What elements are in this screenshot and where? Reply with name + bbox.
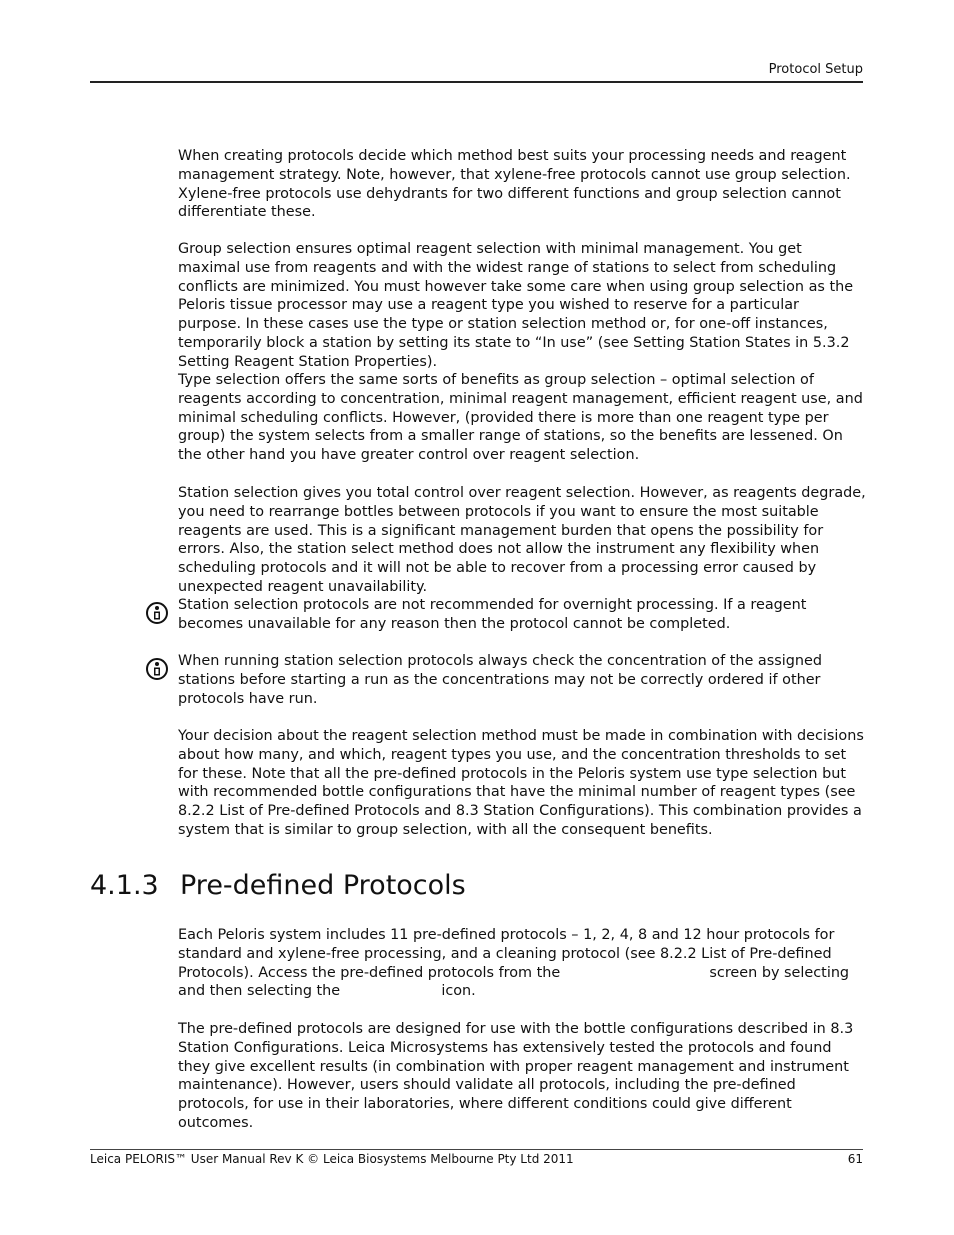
predefined-intro-text: Each Peloris system includes 11 pre-defined protocols – 1, 2, 4, 8 and 12 hour protocols for standard and xylene-free processing, and a cleaning protocol (see 8.2.2 List of Pre-defined Protocols). Access the pre-defined protocols from the (178, 927, 835, 981)
page-number: 61 (847, 1152, 863, 1166)
footer-rule (90, 1149, 863, 1150)
predefined-intro-text-3: and then selecting the (178, 983, 341, 1000)
paragraph-method-choice: When creating protocols decide which method best suits your processing needs and reagent management strategy. Note, however, that xylene-free protocols cannot use group selection. Xylene-free protocols use dehydrants for two different functions and group selection cannot differentiate these. (178, 148, 851, 221)
footer-text: Leica PELORIS™ User Manual Rev K © Leica Biosystems Melbourne Pty Ltd 2011 (90, 1152, 574, 1166)
info-icon (146, 658, 168, 680)
paragraph-predefined-intro (178, 926, 866, 1001)
note-check-concentration: When running station selection protocols always check the concentration of the assigned stations before starting a run as the concentrations may not be correctly ordered if other protocols have run. (178, 653, 822, 707)
paragraph-station-selection: Station selection gives you total control over reagent selection. However, as reagents degrade, you need to rearrange bottles between protocols if you want to ensure the most suitable reagents are used. This is a significant management burden that opens the possibility for errors. Also, the station select method does not allow the instrument any flexibility when scheduling protocols and it will not be able to recover from a processing error caused by unexpected reagent unavailability. (178, 485, 866, 595)
header-section-label: Protocol Setup (768, 62, 863, 77)
info-icon (146, 602, 168, 624)
header-rule (90, 81, 863, 83)
section-number: 4.1.3 (90, 870, 159, 901)
paragraph-type-selection: Type selection offers the same sorts of benefits as group selection – optimal selection of reagents according to concentration, minimal reagent management, efficient reagent use, and minimal scheduling conflicts. However, (provided there is more than one reagent type per group) the system selects from a smaller range of stations, so the benefits are lessened. On the other hand you have greater control over reagent selection. (178, 372, 863, 464)
note-overnight-processing: Station selection protocols are not recommended for overnight processing. If a reagent becomes unavailable for any reason then the protocol cannot be completed. (178, 597, 807, 632)
predefined-intro-text-2: screen by selecting (709, 964, 850, 981)
paragraph-group-selection: Group selection ensures optimal reagent selection with minimal management. You get maximal use from reagents and with the widest range of stations to select from scheduling conflicts are minimized. You must however take some care when using group selection as the Peloris tissue processor may use a reagent type you wished to reserve for a particular purpose. In these cases use the type or station selection method or, for one-off instances, temporarily block a station by setting its state to “In use” (see Setting Station States in 5.3.2 Setting Reagent Station Properties). (178, 241, 854, 370)
predefined-intro-text-4: icon. (441, 983, 476, 1000)
section-title: Pre-defined Protocols (180, 870, 466, 901)
paragraph-predefined-validation: The pre-defined protocols are designed for use with the bottle configurations described in 8.3 Station Configurations. Leica Microsystems has extensively tested the protocols and found they give excellent results (in combination with proper reagent management and instrument maintenance). However, users should validate all protocols, including the pre-defined protocols, for use in their laboratories, where different conditions could give different outcomes. (178, 1021, 854, 1131)
paragraph-decision: Your decision about the reagent selection method must be made in combination with decisions about how many, and which, reagent types you use, and the concentration thresholds to set for these. Note that all the pre-defined protocols in the Peloris system use type selection but with recommended bottle configurations that have the minimal number of reagent types (see 8.2.2 List of Pre-defined Protocols and 8.3 Station Configurations). This combination provides a system that is similar to group selection, with all the consequent benefits. (178, 728, 864, 838)
section-heading (90, 866, 466, 906)
